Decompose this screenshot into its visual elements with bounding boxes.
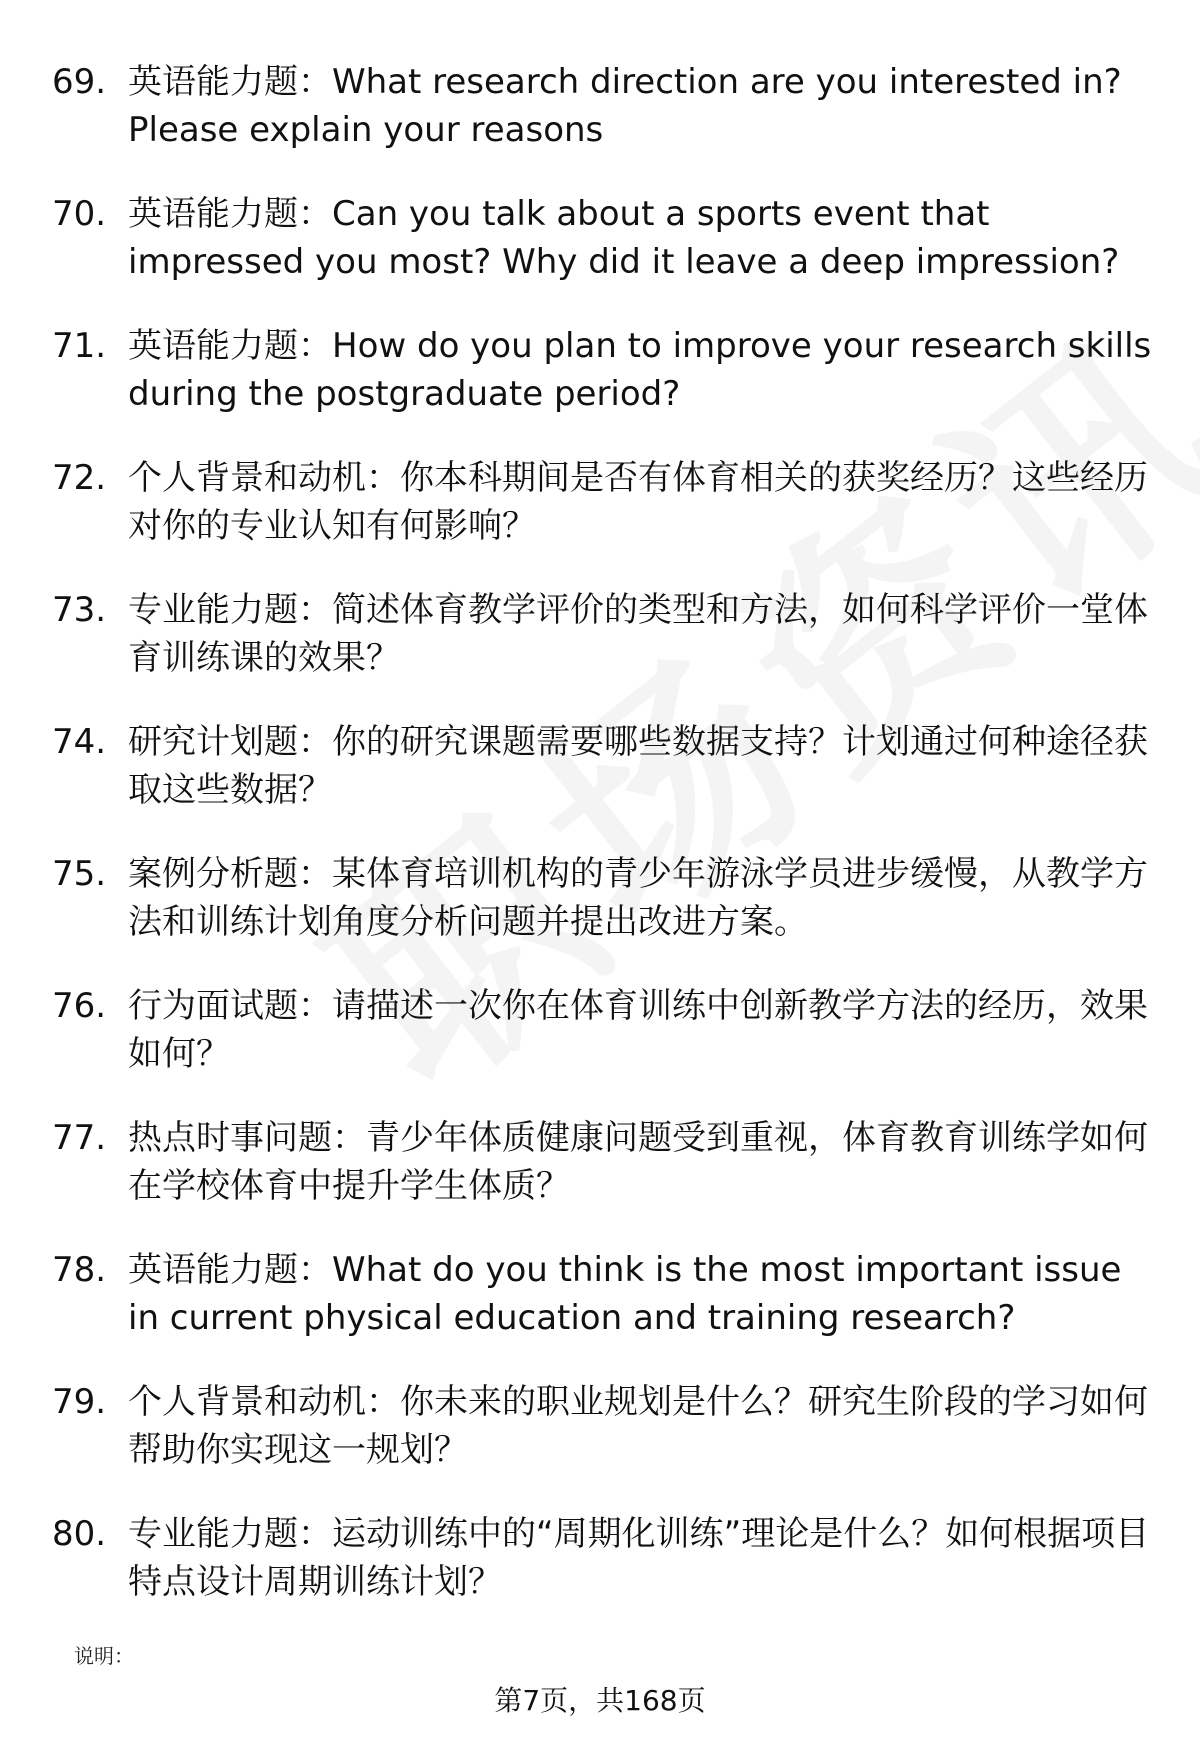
question-item [52,190,1152,322]
question-item [52,1510,1152,1642]
question-item [52,1114,1152,1246]
question-text: 英语能力题：How do you plan to improve your research skills during the postgraduate period? [128,326,1152,414]
question-text: 专业能力题：运动训练中的“周期化训练”理论是什么？如何根据项目特点设计周期训练计划？ [128,1514,1150,1602]
question-item [52,586,1152,718]
question-text: 行为面试题：请描述一次你在体育训练中创新教学方法的经历，效果如何？ [128,986,1148,1074]
question-number: 75. [52,854,107,894]
question-text: 个人背景和动机：你本科期间是否有体育相关的获奖经历？这些经历对你的专业认知有何影响？ [128,458,1148,546]
question-list [52,58,1152,1642]
question-number: 74. [52,722,107,762]
question-item [52,58,1152,190]
question-text: 热点时事问题：青少年体质健康问题受到重视，体育教育训练学如何在学校体育中提升学生体质？ [128,1118,1148,1206]
note-label: 说明： [74,1644,134,1668]
question-text: 案例分析题：某体育培训机构的青少年游泳学员进步缓慢，从教学方法和训练计划角度分析问题并提出改进方案。 [128,854,1148,942]
question-number: 76. [52,986,107,1026]
question-number: 78. [52,1250,107,1290]
question-number: 80. [52,1514,107,1554]
question-text: 专业能力题：简述体育教学评价的类型和方法，如何科学评价一堂体育训练课的效果？ [128,590,1148,678]
question-number: 70. [52,194,107,234]
question-item [52,982,1152,1114]
question-text: 英语能力题：Can you talk about a sports event that impressed you most? Why did it leave a deep impression? [128,194,1120,282]
question-text: 英语能力题：What research direction are you interested in? Please explain your reasons [128,62,1122,150]
question-item [52,718,1152,850]
question-number: 69. [52,62,107,102]
question-text: 个人背景和动机：你未来的职业规划是什么？研究生阶段的学习如何帮助你实现这一规划？ [128,1382,1148,1470]
question-number: 71. [52,326,107,366]
question-item [52,454,1152,586]
question-number: 73. [52,590,107,630]
question-item [52,322,1152,454]
question-number: 72. [52,458,107,498]
page-indicator: 第7页，共168页 [494,1684,706,1717]
question-number: 79. [52,1382,107,1422]
question-item [52,850,1152,982]
question-item [52,1246,1152,1378]
question-text: 研究计划题：你的研究课题需要哪些数据支持？计划通过何种途径获取这些数据？ [128,722,1148,810]
question-number: 77. [52,1118,107,1158]
question-text: 英语能力题：What do you think is the most important issue in current physical education and training research? [128,1250,1122,1338]
question-item [52,1378,1152,1510]
